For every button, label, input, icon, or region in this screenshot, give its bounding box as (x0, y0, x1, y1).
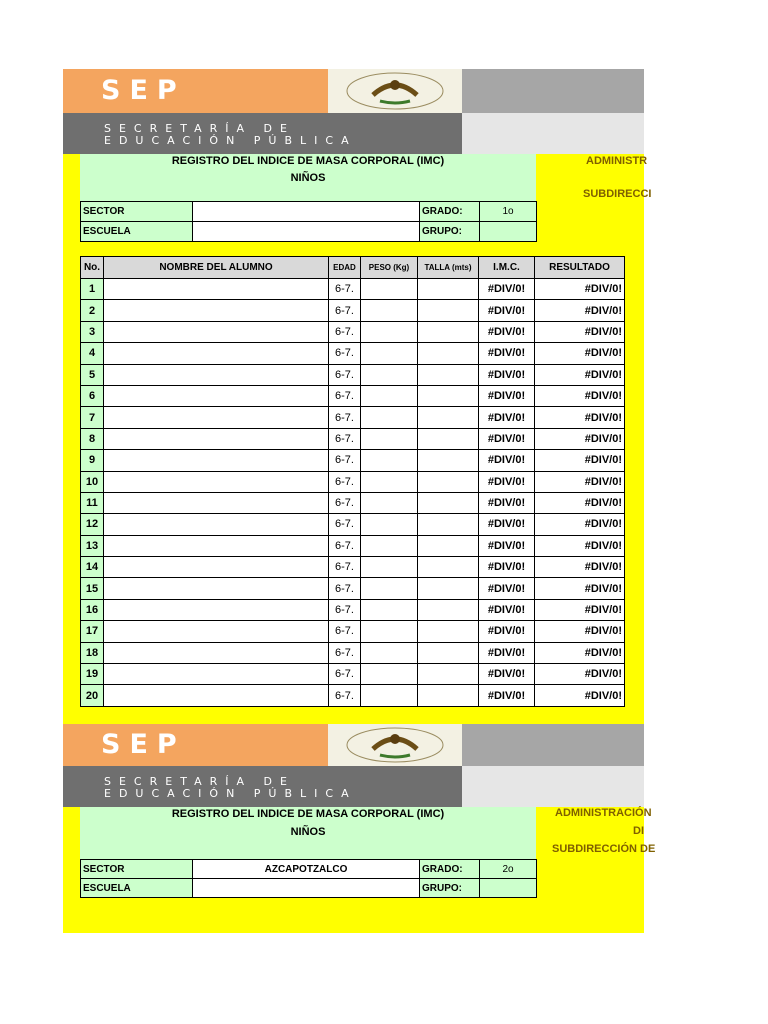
sector-label: SECTOR (80, 859, 193, 879)
row-number: 7 (81, 407, 104, 428)
subdireccion-label: SUBDIRECCI (583, 188, 652, 200)
edad-cell: 6-7. (329, 492, 361, 513)
row-number: 3 (81, 321, 104, 342)
national-seal (328, 724, 462, 766)
talla-cell[interactable] (418, 450, 479, 471)
table-row (81, 492, 625, 513)
edad-cell: 6-7. (329, 642, 361, 663)
sep-orange-banner (63, 724, 328, 766)
talla-cell[interactable] (418, 471, 479, 492)
header-gray-block (462, 69, 644, 113)
edad-cell: 6-7. (329, 428, 361, 449)
col-header-talla: TALLA (mts) (418, 257, 479, 279)
imc-cell: #DIV/0! (479, 621, 535, 642)
peso-cell[interactable] (361, 685, 418, 706)
grado-label: GRADO: (419, 859, 480, 879)
row-number: 5 (81, 364, 104, 385)
student-name-cell[interactable] (104, 578, 329, 599)
peso-cell[interactable] (361, 578, 418, 599)
student-name-cell[interactable] (104, 642, 329, 663)
imc-cell: #DIV/0! (479, 578, 535, 599)
resultado-cell: #DIV/0! (535, 407, 625, 428)
student-name-cell[interactable] (104, 428, 329, 449)
imc-cell: #DIV/0! (479, 343, 535, 364)
talla-cell[interactable] (418, 385, 479, 406)
resultado-cell: #DIV/0! (535, 343, 625, 364)
resultado-cell: #DIV/0! (535, 664, 625, 685)
talla-cell[interactable] (418, 364, 479, 385)
grado-field[interactable]: 1o (479, 201, 537, 222)
talla-cell[interactable] (418, 343, 479, 364)
peso-cell[interactable] (361, 599, 418, 620)
secretaria-line: SECRETARÍA DE (104, 122, 295, 135)
edad-cell: 6-7. (329, 471, 361, 492)
imc-cell: #DIV/0! (479, 599, 535, 620)
resultado-cell: #DIV/0! (535, 364, 625, 385)
imc-cell: #DIV/0! (479, 428, 535, 449)
imc-cell: #DIV/0! (479, 642, 535, 663)
peso-cell[interactable] (361, 385, 418, 406)
resultado-cell: #DIV/0! (535, 279, 625, 300)
admin-label: ADMINISTRACIÓN (555, 807, 652, 819)
student-name-cell[interactable] (104, 450, 329, 471)
imc-cell: #DIV/0! (479, 514, 535, 535)
peso-cell[interactable] (361, 364, 418, 385)
talla-cell[interactable] (418, 642, 479, 663)
resultado-cell: #DIV/0! (535, 642, 625, 663)
edad-cell: 6-7. (329, 385, 361, 406)
table-row (81, 279, 625, 300)
header-gray-block (462, 724, 644, 766)
table-row (81, 535, 625, 556)
talla-cell[interactable] (418, 407, 479, 428)
row-number: 11 (81, 492, 104, 513)
sector-label: SECTOR (80, 201, 193, 222)
edad-cell: 6-7. (329, 535, 361, 556)
resultado-cell: #DIV/0! (535, 514, 625, 535)
peso-cell[interactable] (361, 535, 418, 556)
col-header-resultado: RESULTADO (535, 257, 625, 279)
imc-cell: #DIV/0! (479, 300, 535, 321)
grupo-label: GRUPO: (419, 878, 480, 898)
edad-cell: 6-7. (329, 364, 361, 385)
talla-cell[interactable] (418, 621, 479, 642)
talla-cell[interactable] (418, 578, 479, 599)
peso-cell[interactable] (361, 428, 418, 449)
eagle-seal-icon (328, 69, 462, 113)
resultado-cell: #DIV/0! (535, 300, 625, 321)
table-row (81, 450, 625, 471)
col-header-nombre: NOMBRE DEL ALUMNO (104, 257, 329, 279)
talla-cell[interactable] (418, 514, 479, 535)
imc-cell: #DIV/0! (479, 385, 535, 406)
row-number: 14 (81, 557, 104, 578)
peso-cell[interactable] (361, 557, 418, 578)
student-name-cell[interactable] (104, 279, 329, 300)
row-number: 12 (81, 514, 104, 535)
edad-cell: 6-7. (329, 343, 361, 364)
student-name-cell[interactable] (104, 343, 329, 364)
escuela-field[interactable] (192, 878, 420, 898)
table-row (81, 642, 625, 663)
report-subtitle: NIÑOS (290, 172, 326, 184)
report-title: REGISTRO DEL INDICE DE MASA CORPORAL (IMC) (171, 155, 445, 167)
talla-cell[interactable] (418, 535, 479, 556)
sector-field[interactable] (192, 201, 420, 222)
talla-cell[interactable] (418, 685, 479, 706)
col-header-no: No. (81, 257, 104, 279)
row-number: 20 (81, 685, 104, 706)
sep-dark-banner (63, 113, 462, 154)
peso-cell[interactable] (361, 407, 418, 428)
col-header-peso: PESO (Kg) (361, 257, 418, 279)
table-row (81, 557, 625, 578)
row-number: 6 (81, 385, 104, 406)
table-row (81, 385, 625, 406)
edad-cell: 6-7. (329, 685, 361, 706)
student-name-cell[interactable] (104, 535, 329, 556)
imc-cell: #DIV/0! (479, 407, 535, 428)
imc-cell: #DIV/0! (479, 685, 535, 706)
table-row (81, 514, 625, 535)
edad-cell: 6-7. (329, 279, 361, 300)
talla-cell[interactable] (418, 428, 479, 449)
talla-cell[interactable] (418, 599, 479, 620)
edad-cell: 6-7. (329, 557, 361, 578)
resultado-cell: #DIV/0! (535, 385, 625, 406)
national-seal (328, 69, 462, 113)
talla-cell[interactable] (418, 279, 479, 300)
row-number: 13 (81, 535, 104, 556)
peso-cell[interactable] (361, 343, 418, 364)
row-number: 1 (81, 279, 104, 300)
edad-cell: 6-7. (329, 599, 361, 620)
table-row (81, 407, 625, 428)
sep-logo: SEP (101, 75, 186, 106)
escuela-field[interactable] (192, 221, 420, 242)
row-number: 10 (81, 471, 104, 492)
student-name-cell[interactable] (104, 385, 329, 406)
title-box (80, 807, 536, 859)
header-light-block (462, 113, 644, 154)
subdireccion-label: SUBDIRECCIÓN DE (552, 843, 656, 855)
edad-cell: 6-7. (329, 407, 361, 428)
table-row (81, 578, 625, 599)
resultado-cell: #DIV/0! (535, 492, 625, 513)
table-row (81, 664, 625, 685)
header-light-block (462, 766, 644, 807)
resultado-cell: #DIV/0! (535, 557, 625, 578)
student-name-cell[interactable] (104, 471, 329, 492)
imc-cell: #DIV/0! (479, 535, 535, 556)
imc-cell: #DIV/0! (479, 279, 535, 300)
edad-cell: 6-7. (329, 578, 361, 599)
educacion-line: EDUCACIÓN PÚBLICA (104, 134, 357, 147)
resultado-cell: #DIV/0! (535, 535, 625, 556)
edad-cell: 6-7. (329, 514, 361, 535)
escuela-label: ESCUELA (80, 878, 193, 898)
table-row (81, 321, 625, 342)
student-name-cell[interactable] (104, 364, 329, 385)
student-name-cell[interactable] (104, 514, 329, 535)
resultado-cell: #DIV/0! (535, 321, 625, 342)
row-number: 19 (81, 664, 104, 685)
escuela-label: ESCUELA (80, 221, 193, 242)
grupo-field[interactable] (479, 221, 537, 242)
resultado-cell: #DIV/0! (535, 621, 625, 642)
row-number: 2 (81, 300, 104, 321)
table-row (81, 364, 625, 385)
peso-cell[interactable] (361, 300, 418, 321)
row-number: 4 (81, 343, 104, 364)
admin-label: ADMINISTR (586, 155, 648, 167)
student-name-cell[interactable] (104, 664, 329, 685)
sector-field[interactable]: AZCAPOTZALCO (192, 859, 420, 879)
table-row (81, 471, 625, 492)
resultado-cell: #DIV/0! (535, 450, 625, 471)
peso-cell[interactable] (361, 642, 418, 663)
title-box (80, 154, 536, 201)
resultado-cell: #DIV/0! (535, 428, 625, 449)
resultado-cell: #DIV/0! (535, 685, 625, 706)
student-name-cell[interactable] (104, 599, 329, 620)
student-name-cell[interactable] (104, 557, 329, 578)
sep-logo: SEP (101, 729, 186, 760)
table-row (81, 428, 625, 449)
talla-cell[interactable] (418, 321, 479, 342)
edad-cell: 6-7. (329, 450, 361, 471)
sep-orange-banner (63, 69, 328, 113)
peso-cell[interactable] (361, 514, 418, 535)
imc-cell: #DIV/0! (479, 471, 535, 492)
row-number: 16 (81, 599, 104, 620)
resultado-cell: #DIV/0! (535, 599, 625, 620)
resultado-cell: #DIV/0! (535, 471, 625, 492)
talla-cell[interactable] (418, 557, 479, 578)
imc-cell: #DIV/0! (479, 664, 535, 685)
student-name-cell[interactable] (104, 321, 329, 342)
sheet-2 (63, 724, 656, 933)
peso-cell[interactable] (361, 621, 418, 642)
sheet-1 (63, 69, 652, 724)
row-number: 17 (81, 621, 104, 642)
row-number: 9 (81, 450, 104, 471)
grado-field[interactable]: 2o (479, 859, 537, 879)
grupo-field[interactable] (479, 878, 537, 898)
row-number: 8 (81, 428, 104, 449)
grado-label: GRADO: (419, 201, 480, 222)
edad-cell: 6-7. (329, 300, 361, 321)
talla-cell[interactable] (418, 300, 479, 321)
student-name-cell[interactable] (104, 492, 329, 513)
student-name-cell[interactable] (104, 407, 329, 428)
report-subtitle: NIÑOS (290, 826, 326, 838)
table-row (81, 300, 625, 321)
report-title: REGISTRO DEL INDICE DE MASA CORPORAL (IMC) (171, 808, 445, 820)
row-number: 15 (81, 578, 104, 599)
imc-cell: #DIV/0! (479, 321, 535, 342)
imc-cell: #DIV/0! (479, 450, 535, 471)
student-name-cell[interactable] (104, 621, 329, 642)
student-table (80, 256, 625, 707)
col-header-imc: I.M.C. (479, 257, 535, 279)
table-row (81, 621, 625, 642)
student-name-cell[interactable] (104, 300, 329, 321)
peso-cell[interactable] (361, 664, 418, 685)
edad-cell: 6-7. (329, 321, 361, 342)
direccion-label: DI (633, 825, 644, 837)
table-row (81, 685, 625, 706)
table-row (81, 599, 625, 620)
peso-cell[interactable] (361, 471, 418, 492)
imc-cell: #DIV/0! (479, 492, 535, 513)
resultado-cell: #DIV/0! (535, 578, 625, 599)
grupo-label: GRUPO: (419, 221, 480, 242)
peso-cell[interactable] (361, 279, 418, 300)
educacion-line: EDUCACIÓN PÚBLICA (104, 787, 357, 800)
secretaria-line: SECRETARÍA DE (104, 775, 295, 788)
peso-cell[interactable] (361, 321, 418, 342)
sep-dark-banner (63, 766, 462, 807)
edad-cell: 6-7. (329, 664, 361, 685)
eagle-seal-icon (328, 724, 462, 766)
student-name-cell[interactable] (104, 685, 329, 706)
table-header-row (81, 257, 625, 279)
col-header-edad: EDAD (329, 257, 361, 279)
row-number: 18 (81, 642, 104, 663)
imc-cell: #DIV/0! (479, 364, 535, 385)
talla-cell[interactable] (418, 664, 479, 685)
edad-cell: 6-7. (329, 621, 361, 642)
table-row (81, 343, 625, 364)
peso-cell[interactable] (361, 492, 418, 513)
peso-cell[interactable] (361, 450, 418, 471)
talla-cell[interactable] (418, 492, 479, 513)
imc-cell: #DIV/0! (479, 557, 535, 578)
